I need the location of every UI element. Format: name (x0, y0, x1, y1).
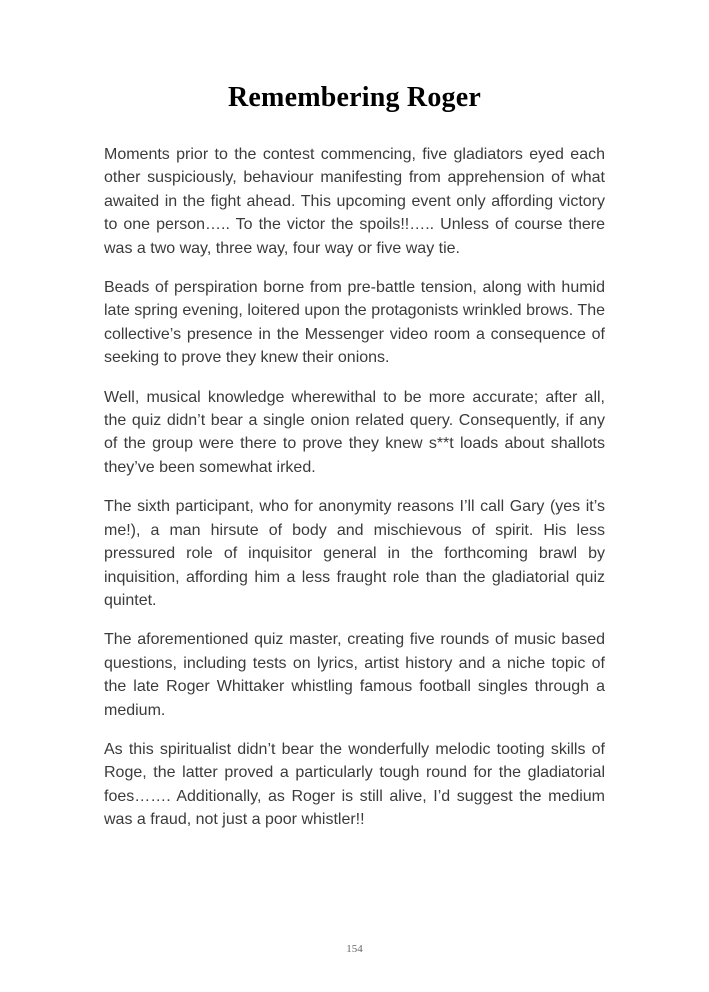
paragraph: Well, musical knowledge wherewithal to be more accurate; after all, the quiz didn’t bear a single onion related query. Consequently, if any of the group were there to prove they knew s**t loads about shallots they’ve been somewhat irked. (104, 388, 605, 476)
paragraph: Moments prior to the contest commencing, five gladiators eyed each other suspiciously, behaviour manifesting from apprehension of what awaited in the fight ahead. This upcoming event only affording victory to one person….. To the victor the spoils!!….. Unless of course there was a two way, three way, four way or five way tie. (104, 146, 605, 257)
paragraph: As this spiritualist didn’t bear the wonderfully melodic tooting skills of Roge, the latter proved a particularly tough round for the gladiatorial foes……. Additionally, as Roger is still alive, I’d suggest the medium was a fraud, not just a poor whistler!! (104, 740, 605, 829)
paragraph: Beads of perspiration borne from pre-battle tension, along with humid late spring evening, loitered upon the protagonists wrinkled brows. The collective’s presence in the Messenger video room a consequence of seeking to prove they knew their onions. (104, 279, 605, 367)
page-title: Remembering Roger (228, 82, 481, 113)
body-text (104, 143, 605, 848)
paragraph: The sixth participant, who for anonymity reasons I’ll call Gary (yes it’s me!), a man hirsute of body and mischievous of spirit. His less pressured role of inquisitor general in the forthcoming brawl by inquisition, affording him a less fraught role than the gladiatorial quiz quintet. (104, 498, 605, 609)
paragraph: The aforementioned quiz master, creating five rounds of music based questions, including tests on lyrics, artist history and a niche topic of the late Roger Whittaker whistling famous football singles through a medium. (104, 631, 605, 719)
page-number: 154 (346, 943, 363, 955)
